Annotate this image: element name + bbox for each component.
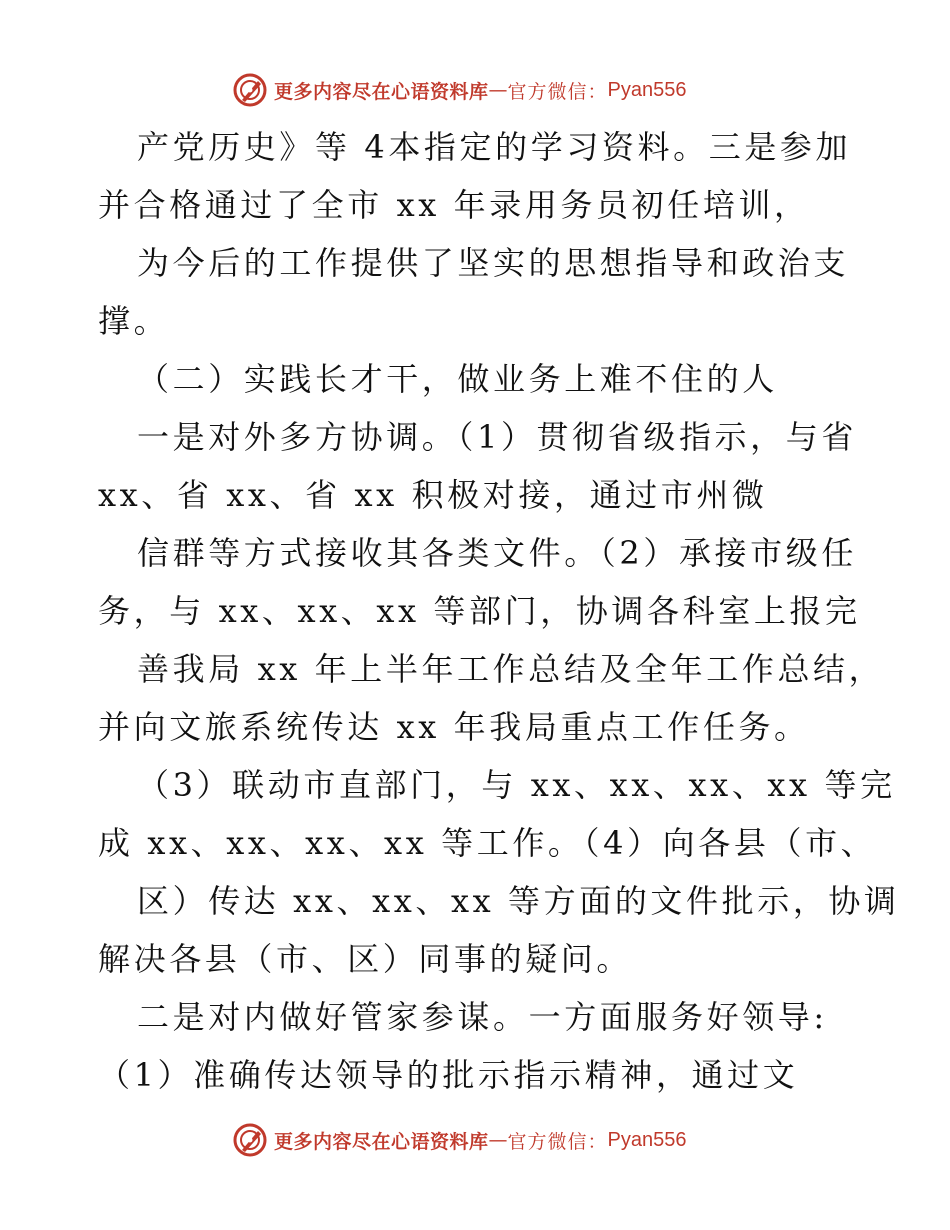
- body-line: 务，与 xx、xx、xx 等部门，协调各科室上报完: [98, 592, 861, 630]
- body-line: 信群等方式接收其各类文件。（2）承接市级任: [137, 534, 857, 572]
- body-line: 并向文旅系统传达 xx 年我局重点工作任务。: [98, 708, 810, 746]
- footer-watermark-banner: [232, 1120, 687, 1160]
- body-line: 并合格通过了全市 xx 年录用务员初任培训，: [98, 186, 810, 224]
- body-line: 一是对外多方协调。（1）贯彻省级指示，与省: [137, 418, 857, 456]
- body-line: 成 xx、xx、xx、xx 等工作。（4）向各县（市、: [98, 824, 877, 862]
- body-line: 二是对内做好管家参谋。一方面服务好领导:: [137, 998, 828, 1036]
- header-banner-wechat-id: Pyan556: [607, 78, 687, 101]
- body-line: xx、省 xx、省 xx 积极对接，通过市州微: [98, 476, 768, 514]
- body-line: （1）准确传达领导的批示指示精神，通过文: [98, 1056, 799, 1094]
- footer-banner-separator: —: [488, 1129, 508, 1151]
- header-banner-wechat-label: 官方微信：: [507, 80, 608, 103]
- body-line: 解决各县（市、区）同事的疑问。: [98, 940, 633, 978]
- header-banner-separator: —: [488, 79, 508, 101]
- body-line: 撑。: [98, 302, 170, 340]
- body-line: 为今后的工作提供了坚实的思想指导和政治支: [137, 244, 850, 282]
- body-line: 区）传达 xx、xx、xx 等方面的文件批示，协调: [137, 882, 900, 920]
- footer-banner-wechat-label: 官方微信：: [507, 1130, 608, 1153]
- header-banner-text: 更多内容尽在心语资料库: [274, 80, 489, 103]
- pen-logo-icon: [232, 1122, 268, 1158]
- header-watermark-banner: [232, 70, 687, 110]
- footer-banner-wechat-id: Pyan556: [607, 1128, 687, 1151]
- pen-logo-icon: [232, 72, 268, 108]
- section-heading: （二）实践长才干，做业务上难不住的人: [137, 360, 778, 398]
- footer-banner-text: 更多内容尽在心语资料库: [274, 1130, 489, 1153]
- body-line: 产党历史》等 4本指定的学习资料。三是参加: [137, 128, 852, 166]
- body-line: 善我局 xx 年上半年工作总结及全年工作总结，: [137, 650, 885, 688]
- body-line: （3）联动市直部门，与 xx、xx、xx、xx 等完: [137, 766, 896, 804]
